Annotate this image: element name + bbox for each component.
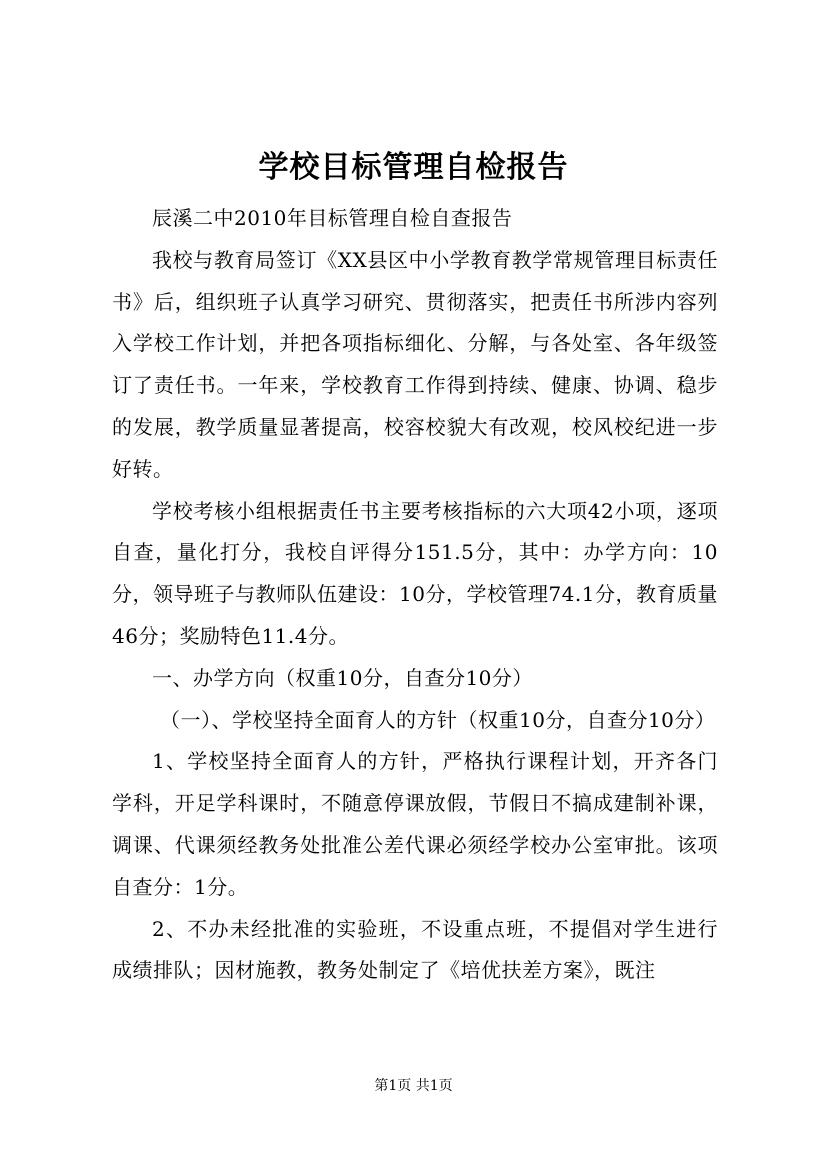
subtitle-paragraph: 辰溪二中2010年目标管理自检自查报告 <box>152 206 513 230</box>
page-footer: 第1页 共1页 <box>374 1078 453 1094</box>
section-heading: 一、办学方向（权重10分，自查分10分） <box>152 665 533 690</box>
document-title: 学校目标管理自检报告 <box>258 150 569 185</box>
document-body <box>112 198 718 992</box>
item-paragraph-2: 2、不办未经批准的实验班，不设重点班，不提倡对学生进行成绩排队；因材施教，教务处制定了《培优扶差方案》，既注 <box>112 916 718 983</box>
subsection-heading: （一）、学校坚持全面育人的方针（权重10分，自查分10分） <box>160 707 716 732</box>
item-paragraph-1: 1、学校坚持全面育人的方针，严格执行课程计划，开齐各门学科，开足学科课时，不随意停课放假，节假日不搞成建制补课，调课、代课须经教务处批准公差代课必须经学校办公室审批。该项自查分：1分。 <box>112 749 718 899</box>
intro-paragraph: 我校与教育局签订《XX县区中小学教育教学常规管理目标责任书》后，组织班子认真学习研究、贯彻落实，把责任书所涉内容列入学校工作计划，并把各项指标细化、分解，与各处室、各年级签订了责任书。一年来，学校教育工作得到持续、健康、协调、稳步的发展，教学质量显著提高，校容校貌大有改观，校风校纪进一步好转。 <box>112 247 718 481</box>
score-summary-paragraph: 学校考核小组根据责任书主要考核指标的六大项42小项，逐项自查，量化打分，我校自评得分151.5分，其中：办学方向：10分，领导班子与教师队伍建设：10分，学校管理74.1分，教育质量46分；奖励特色11.4分。 <box>112 498 718 648</box>
